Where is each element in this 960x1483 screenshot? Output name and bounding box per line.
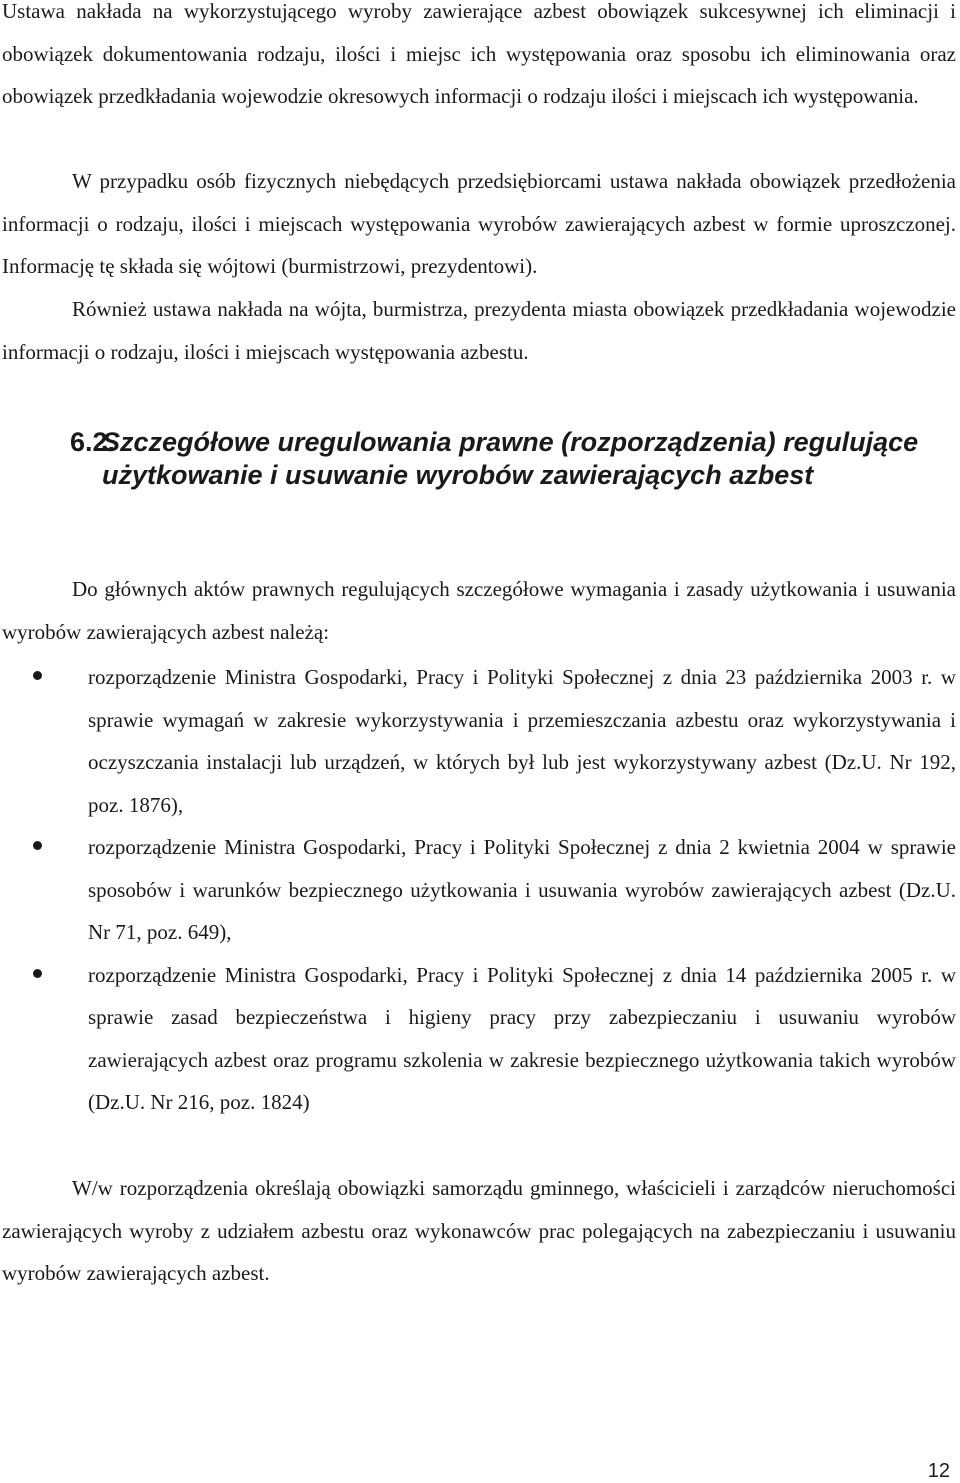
list-item xyxy=(0,954,956,1124)
bullet-icon xyxy=(33,969,42,978)
list-item-text: rozporządzenie Ministra Gospodarki, Pracy i Polityki Społecznej z dnia 23 października 2003 r. w sprawie wymagań w zakresie wykorzystywania i przemieszczania azbestu oraz wykorzystywania i oczyszczania instalacji lub urządzeń, w których był lub jest wykorzystywany azbest (Dz.U. Nr 192, poz. 1876), xyxy=(88,665,956,817)
bullet-icon xyxy=(33,841,42,850)
section-number: 6.2. xyxy=(70,427,116,457)
paragraph-natural-persons: W przypadku osób fizycznych niebędących przedsiębiorcami ustawa nakłada obowiązek przedłożenia informacji o rodzaju, ilości i miejscach występowania wyrobów zawierających azbest w formie uproszczonej. Informację tę składa się wójtowi (burmistrzowi, prezydentowi). xyxy=(2,169,956,278)
page-number: 12 xyxy=(927,1460,950,1482)
paragraph-legal-acts-intro: Do głównych aktów prawnych regulujących szczegółowe wymagania i zasady użytkowania i usuwania wyrobów zawierających azbest należą: xyxy=(2,577,956,644)
list-item-text: rozporządzenie Ministra Gospodarki, Pracy i Polityki Społecznej z dnia 14 października 2005 r. w sprawie zasad bezpieczeństwa i higieny pracy przy zabezpieczaniu i usuwaniu wyrobów zawierających azbest oraz programu szkolenia w zakresie bezpiecznego użytkowania takich wyrobów (Dz.U. Nr 216, poz. 1824) xyxy=(88,962,956,1114)
list-item-text: rozporządzenie Ministra Gospodarki, Pracy i Polityki Społecznej z dnia 2 kwietnia 2004 w sprawie sposobów i warunków bezpiecznego użytkowania i usuwania wyrobów zawierających azbest (Dz.U. Nr 71, poz. 649), xyxy=(88,835,956,944)
paragraph-conclusion: W/w rozporządzenia określają obowiązki samorządu gminnego, właścicieli i zarządców nieruchomości zawierających wyroby z udziałem azbestu oraz wykonawców prac polegających na zabezpieczaniu i usuwaniu wyrobów zawierających azbest. xyxy=(2,1176,956,1285)
regulations-list xyxy=(0,656,956,1124)
paragraph-obligations-user: Ustawa nakłada na wykorzystującego wyroby zawierające azbest obowiązek sukcesywnej ich eliminacji i obowiązek dokumentowania rodzaju, ilości i miejsc ich występowania oraz sposobu ich eliminowania oraz obowiązek przedkładania wojewodzie okresowych informacji o rodzaju ilości i miejscach ich występowania. xyxy=(2,0,956,108)
paragraph-mayor-obligations: Również ustawa nakłada na wójta, burmistrza, prezydenta miasta obowiązek przedkładania wojewodzie informacji o rodzaju, ilości i miejscach występowania azbestu. xyxy=(2,297,956,364)
section-title: Szczegółowe uregulowania prawne (rozporządzenia) regulujące użytkowanie i usuwanie wyrobów zawierających azbest xyxy=(102,427,919,490)
list-item xyxy=(0,826,956,954)
list-item xyxy=(0,656,956,826)
bullet-icon xyxy=(33,671,42,680)
